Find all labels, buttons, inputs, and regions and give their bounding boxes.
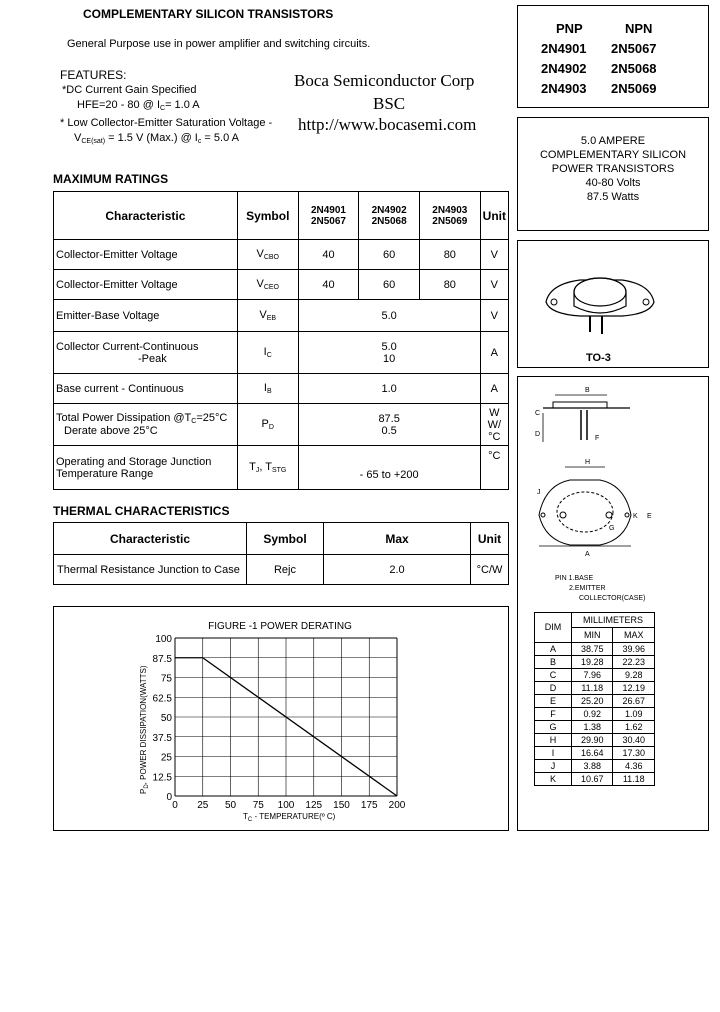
subtitle: General Purpose use in power amplifier and switching circuits. xyxy=(67,38,371,50)
pnp-label: PNP xyxy=(556,21,583,36)
pin-line: 2.EMITTER xyxy=(569,585,606,592)
feature-line-2: HFE=20 - 80 @ $I_C= 1.0$ A xyxy=(77,99,200,112)
y-tick-label: 25 xyxy=(160,752,172,764)
table-row xyxy=(54,446,509,490)
col-characteristic: Characteristic xyxy=(54,523,247,555)
dim-cell-dim: H xyxy=(535,734,572,747)
dim-cell-min: 19.28 xyxy=(572,656,613,669)
dim-row xyxy=(535,773,655,786)
dim-cell-dim: J xyxy=(535,760,572,773)
dim-label-e: E xyxy=(647,513,652,520)
max-header: MAX xyxy=(613,628,655,643)
cell-value: 40 xyxy=(298,270,359,300)
chart-title: FIGURE -1 POWER DERATING xyxy=(208,621,352,632)
cell-unit: °C xyxy=(480,446,508,490)
mm-header: MILLIMETERS xyxy=(572,613,655,628)
cell-unit: V xyxy=(480,300,508,332)
thermal-table xyxy=(53,522,509,585)
table-row xyxy=(54,240,509,270)
x-tick-label: 150 xyxy=(333,800,350,811)
pin-line: COLLECTOR(CASE) xyxy=(579,595,646,602)
dim-label-d: D xyxy=(535,431,541,438)
y-tick-label: 75 xyxy=(160,673,172,685)
series-line-segment xyxy=(203,658,397,796)
features-heading: FEATURES: xyxy=(60,68,127,82)
y-tick-label: 12.5 xyxy=(152,772,172,784)
power-derating-chart xyxy=(53,606,509,831)
cell-characteristic: Emitter-Base Voltage xyxy=(54,300,238,332)
cell-symbol: $P_D$ xyxy=(237,404,298,446)
col-part-1: 2N4901 2N5067 xyxy=(298,192,359,240)
x-tick-label: 75 xyxy=(252,800,264,811)
spec-line: 87.5 Watts xyxy=(586,191,640,203)
dim-cell-max: 26.67 xyxy=(613,695,655,708)
cell-value: 60 xyxy=(359,270,420,300)
cell-value: 87.5 0.5 xyxy=(298,404,480,446)
npn-label: NPN xyxy=(625,21,653,36)
dim-cell-max: 30.40 xyxy=(613,734,655,747)
cell-value: 5.0 xyxy=(298,300,480,332)
table-row xyxy=(54,332,509,374)
dim-cell-min: 10.67 xyxy=(572,773,613,786)
dim-label-k: K xyxy=(633,513,638,520)
features xyxy=(60,68,272,149)
table-header-row xyxy=(54,523,509,555)
cell-symbol: $T_J$, $T_{STG}$ xyxy=(237,446,298,490)
cell-unit: °C/W xyxy=(471,555,509,585)
npn-part-2: 2N5068 xyxy=(611,61,657,76)
pin-line: PIN 1.BASE xyxy=(555,575,594,582)
dim-row xyxy=(535,747,655,760)
cell-characteristic: Thermal Resistance Junction to Case xyxy=(54,555,247,585)
cell-value: 60 xyxy=(359,240,420,270)
cell-characteristic: Collector-Emitter Voltage xyxy=(54,270,238,300)
x-tick-label: 50 xyxy=(224,800,237,811)
y-tick-label: 62.5 xyxy=(152,693,172,705)
dim-cell-dim: I xyxy=(535,747,572,760)
table-row xyxy=(54,555,509,585)
pnp-part-3: 2N4903 xyxy=(541,81,587,96)
max-ratings-heading: MAXIMUM RATINGS xyxy=(53,172,169,186)
dim-label-b: B xyxy=(585,387,590,394)
spec-line: 5.0 AMPERE xyxy=(580,135,646,147)
dim-cell-min: 7.96 xyxy=(572,669,613,682)
dim-cell-max: 4.36 xyxy=(613,760,655,773)
outline-drawing-icon xyxy=(525,380,655,580)
col-part-3: 2N4903 2N5069 xyxy=(419,192,480,240)
dim-label-a: A xyxy=(585,551,590,558)
dim-header: DIM xyxy=(535,613,572,643)
dim-cell-max: 11.18 xyxy=(613,773,655,786)
spec-line: COMPLEMENTARY SILICON xyxy=(539,149,687,161)
y-tick-label: 37.5 xyxy=(152,732,172,744)
dim-row xyxy=(535,656,655,669)
dim-row xyxy=(535,760,655,773)
y-tick-label: 100 xyxy=(155,634,172,645)
dim-cell-min: 0.92 xyxy=(572,708,613,721)
cell-value: - 65 to +200 xyxy=(298,446,480,490)
dim-cell-min: 16.64 xyxy=(572,747,613,760)
x-tick-label: 0 xyxy=(172,800,178,811)
dim-row xyxy=(535,734,655,747)
npn-part-1: 2N5067 xyxy=(611,41,657,56)
dim-row xyxy=(535,708,655,721)
pin-legend xyxy=(555,574,645,604)
table-header-row xyxy=(54,192,509,240)
cell-value: 40 xyxy=(298,240,359,270)
cell-unit: A xyxy=(480,374,508,404)
col-unit: Unit xyxy=(480,192,508,240)
col-max: Max xyxy=(324,523,471,555)
cell-unit: A xyxy=(480,332,508,374)
thermal-heading: THERMAL CHARACTERISTICS xyxy=(53,504,230,518)
cell-value: 80 xyxy=(419,240,480,270)
dim-cell-max: 22.23 xyxy=(613,656,655,669)
dim-row xyxy=(535,682,655,695)
to3-package-icon xyxy=(540,262,660,337)
x-tick-label: 125 xyxy=(305,800,323,811)
dim-cell-min: 3.88 xyxy=(572,760,613,773)
cell-symbol: Rejc xyxy=(247,555,324,585)
cell-symbol: $V_{CEO}$ xyxy=(237,270,298,300)
dim-cell-dim: C xyxy=(535,669,572,682)
dim-row xyxy=(535,695,655,708)
cell-symbol: $I_B$ xyxy=(237,374,298,404)
dim-row xyxy=(535,643,655,656)
table-row xyxy=(54,374,509,404)
x-tick-label: 25 xyxy=(197,800,209,811)
dim-row xyxy=(535,669,655,682)
cell-unit: V xyxy=(480,240,508,270)
dim-label-c: C xyxy=(535,410,541,417)
dim-cell-min: 1.38 xyxy=(572,721,613,734)
dim-cell-max: 12.19 xyxy=(613,682,655,695)
x-tick-label: 100 xyxy=(277,800,295,811)
package-label: TO-3 xyxy=(586,352,611,364)
page-title: COMPLEMENTARY SILICON TRANSISTORS xyxy=(83,7,334,21)
npn-part-3: 2N5069 xyxy=(611,81,657,96)
cell-characteristic: Collector-Emitter Voltage xyxy=(54,240,238,270)
pnp-part-2: 2N4902 xyxy=(541,61,587,76)
col-characteristic: Characteristic xyxy=(54,192,238,240)
cell-value: 1.0 xyxy=(298,374,480,404)
x-tick-label: 175 xyxy=(360,800,378,811)
col-symbol: Symbol xyxy=(237,192,298,240)
dim-cell-max: 17.30 xyxy=(613,747,655,760)
dimension-table xyxy=(534,612,655,786)
table-row xyxy=(54,270,509,300)
dim-label-f: F xyxy=(595,435,600,442)
table-row xyxy=(54,300,509,332)
dim-cell-max: 9.28 xyxy=(613,669,655,682)
cell-symbol: $I_C$ xyxy=(237,332,298,374)
dim-cell-dim: G xyxy=(535,721,572,734)
dim-cell-dim: K xyxy=(535,773,572,786)
company-url: http://www.bocasemi.com xyxy=(298,115,477,134)
col-part-2: 2N4902 2N5068 xyxy=(359,192,420,240)
cell-unit: V xyxy=(480,270,508,300)
dim-cell-min: 38.75 xyxy=(572,643,613,656)
dim-cell-min: 29.90 xyxy=(572,734,613,747)
dim-label-g: G xyxy=(609,525,615,532)
dim-cell-dim: E xyxy=(535,695,572,708)
dim-cell-dim: A xyxy=(535,643,572,656)
spec-line: POWER TRANSISTORS xyxy=(551,163,675,175)
cell-unit: W W/°C xyxy=(480,404,508,446)
spec-lines xyxy=(517,134,709,204)
dim-cell-max: 1.09 xyxy=(613,708,655,721)
cell-characteristic: Operating and Storage Junction Temperature Range xyxy=(54,446,238,490)
col-symbol: Symbol xyxy=(247,523,324,555)
dim-cell-max: 1.62 xyxy=(613,721,655,734)
feature-line-1: *DC Current Gain Specified xyxy=(62,84,197,96)
dim-row xyxy=(535,721,655,734)
cell-symbol: $V_{EB}$ xyxy=(237,300,298,332)
cell-characteristic: Collector Current-Continuous -Peak xyxy=(54,332,238,374)
dim-cell-dim: F xyxy=(535,708,572,721)
company-short: BSC xyxy=(373,94,406,113)
company-name: Boca Semiconductor Corp xyxy=(294,71,475,90)
cell-value: 80 xyxy=(419,270,480,300)
dim-cell-max: 39.96 xyxy=(613,643,655,656)
y-tick-label: 87.5 xyxy=(152,653,172,665)
cell-characteristic: Total Power Dissipation $@T_C=25^\circ C$ Derate above 25°C xyxy=(54,404,238,446)
dim-cell-dim: B xyxy=(535,656,572,669)
spec-line: 40-80 Volts xyxy=(585,177,641,189)
cell-value: 5.0 10 xyxy=(298,332,480,374)
col-unit: Unit xyxy=(471,523,509,555)
dim-cell-min: 25.20 xyxy=(572,695,613,708)
y-tick-label: 50 xyxy=(160,713,172,724)
table-row xyxy=(54,404,509,446)
cell-value: 2.0 xyxy=(324,555,471,585)
dim-cell-min: 11.18 xyxy=(572,682,613,695)
chart-y-label: $P_D$, POWER DISSIPATION(WATTS) xyxy=(139,665,150,794)
x-tick-label: 200 xyxy=(388,800,406,811)
y-tick-label: 0 xyxy=(166,792,172,803)
cell-characteristic: Base current - Continuous xyxy=(54,374,238,404)
feature-line-4: $V_{CE(sat)} = 1.5$ V (Max.) @ $I_c = 5.0$ A xyxy=(74,132,239,145)
dim-label-j: J xyxy=(537,489,541,496)
dim-label-h: H xyxy=(585,459,591,466)
cell-symbol: $V_{CBO}$ xyxy=(237,240,298,270)
min-header: MIN xyxy=(572,628,613,643)
feature-line-3: * Low Collector-Emitter Saturation Voltage - xyxy=(60,117,273,129)
dim-cell-dim: D xyxy=(535,682,572,695)
max-ratings-table xyxy=(53,191,509,490)
chart-x-label: $T_C$ - TEMPERATURE(º C) xyxy=(243,812,336,823)
pnp-part-1: 2N4901 xyxy=(541,41,587,56)
